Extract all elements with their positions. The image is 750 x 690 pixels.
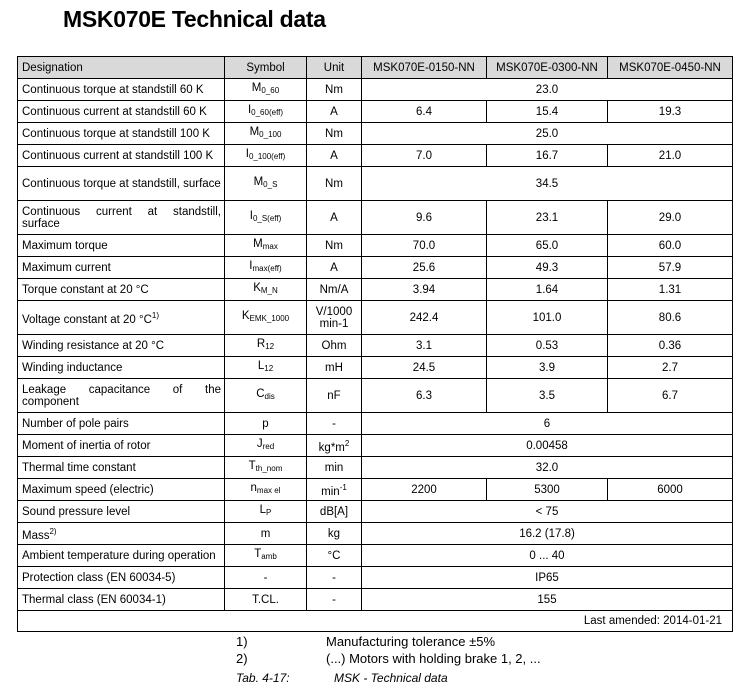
table-body [18, 79, 733, 611]
value-cell: 15.4 [487, 101, 608, 123]
unit-text: Nm/A [319, 283, 349, 296]
table-row [18, 545, 733, 567]
value-cell-merged: < 75 [362, 501, 733, 523]
symbol-cell [225, 567, 307, 589]
designation-cell [18, 79, 225, 101]
unit-cell [307, 523, 362, 545]
value-cell: 0.36 [608, 335, 733, 357]
table-header-row [18, 57, 733, 79]
unit-cell [307, 301, 362, 335]
table-row [18, 235, 733, 257]
unit-cell [307, 413, 362, 435]
symbol-subscript: 0_60 [261, 86, 280, 95]
unit-cell [307, 101, 362, 123]
value-cell: 1.64 [487, 279, 608, 301]
table-row [18, 257, 733, 279]
symbol-subscript: EMK_1000 [249, 314, 290, 323]
designation-cell [18, 457, 225, 479]
value-cell: 60.0 [608, 235, 733, 257]
symbol-cell [225, 235, 307, 257]
value-cell-merged: 34.5 [362, 167, 733, 201]
table-row [18, 279, 733, 301]
value-cell-merged: 0.00458 [362, 435, 733, 457]
designation-cell [18, 523, 225, 545]
designation-cell [18, 589, 225, 611]
value-cell: 80.6 [608, 301, 733, 335]
designation-text: Mass [22, 529, 50, 542]
symbol-subscript: max el [256, 486, 281, 495]
designation-text: Continuous current at standstill 60 K [22, 105, 207, 118]
symbol-subscript: amb [261, 552, 277, 561]
table-row [18, 413, 733, 435]
designation-cell [18, 167, 225, 201]
table-row [18, 457, 733, 479]
value-cell: 9.6 [362, 201, 487, 235]
value-cell: 5300 [487, 479, 608, 501]
designation-footnote-ref: 1) [151, 310, 160, 320]
value-cell: 1.31 [608, 279, 733, 301]
symbol-text: K [253, 282, 261, 294]
unit-cell [307, 167, 362, 201]
designation-text: Thermal time constant [22, 461, 136, 474]
value-cell: 3.1 [362, 335, 487, 357]
unit-cell [307, 567, 362, 589]
symbol-text: M [253, 238, 263, 250]
symbol-subscript: 12 [264, 364, 274, 373]
symbol-text: I [247, 104, 252, 116]
symbol-subscript: 0_100 [259, 130, 282, 139]
table-row [18, 523, 733, 545]
value-cell: 70.0 [362, 235, 487, 257]
table-row [18, 589, 733, 611]
symbol-cell [225, 145, 307, 167]
unit-cell [307, 79, 362, 101]
symbol-cell [225, 201, 307, 235]
unit-cell [307, 379, 362, 413]
designation-text: Maximum current [22, 261, 111, 274]
value-cell: 7.0 [362, 145, 487, 167]
table-row [18, 201, 733, 235]
value-cell: 23.1 [487, 201, 608, 235]
symbol-cell [225, 457, 307, 479]
table-row [18, 335, 733, 357]
value-cell: 6000 [608, 479, 733, 501]
value-cell-merged: 16.2 (17.8) [362, 523, 733, 545]
value-cell: 57.9 [608, 257, 733, 279]
designation-text: Continuous current at standstill, surface [22, 205, 221, 230]
designation-cell [18, 379, 225, 413]
technical-data-table [17, 56, 733, 632]
symbol-text: T [248, 460, 256, 472]
unit-cell [307, 123, 362, 145]
symbol-subscript: red [262, 442, 275, 451]
value-cell-merged: 155 [362, 589, 733, 611]
header-symbol: Symbol [225, 57, 307, 79]
unit-cell [307, 501, 362, 523]
unit-text: min [324, 461, 344, 474]
footnote-number: 2) [236, 651, 248, 666]
value-cell: 21.0 [608, 145, 733, 167]
designation-cell [18, 145, 225, 167]
designation-cell [18, 413, 225, 435]
designation-text: Winding resistance at 20 °C [22, 339, 165, 352]
symbol-text: m [260, 527, 271, 540]
value-cell: 29.0 [608, 201, 733, 235]
unit-text: kg*m [318, 441, 345, 454]
unit-cell [307, 335, 362, 357]
value-cell: 2200 [362, 479, 487, 501]
unit-text: kg [327, 527, 341, 540]
symbol-cell [225, 479, 307, 501]
unit-cell [307, 257, 362, 279]
unit-superscript: -1 [339, 482, 347, 492]
symbol-text: T [254, 548, 262, 560]
unit-text: V/1000 min-1 [315, 305, 353, 330]
symbol-cell [225, 545, 307, 567]
symbol-subscript: 0_60(eff) [251, 108, 284, 117]
designation-text: Continuous torque at standstill, surface [22, 177, 221, 190]
unit-cell [307, 589, 362, 611]
header-unit: Unit [307, 57, 362, 79]
designation-cell [18, 101, 225, 123]
table-row [18, 379, 733, 413]
unit-cell [307, 201, 362, 235]
symbol-cell [225, 357, 307, 379]
table-row [18, 167, 733, 201]
designation-text: Winding inductance [22, 361, 123, 374]
designation-text: Torque constant at 20 °C [22, 283, 149, 296]
designation-cell [18, 501, 225, 523]
designation-cell [18, 435, 225, 457]
symbol-text: L [257, 360, 265, 372]
designation-cell [18, 257, 225, 279]
symbol-subscript: th_nom [255, 464, 283, 473]
value-cell: 16.7 [487, 145, 608, 167]
unit-text: A [330, 149, 338, 162]
symbol-subscript: 0_S [263, 180, 278, 189]
symbol-cell [225, 413, 307, 435]
designation-cell [18, 235, 225, 257]
unit-text: Ohm [321, 339, 347, 352]
designation-text: Continuous current at standstill 100 K [22, 149, 214, 162]
unit-text: Nm [325, 239, 343, 252]
symbol-cell [225, 167, 307, 201]
value-cell: 3.5 [487, 379, 608, 413]
symbol-subscript: P [266, 508, 272, 517]
page-title: MSK070E Technical data [63, 6, 326, 32]
designation-text: Protection class (EN 60034-5) [22, 571, 176, 584]
caption-text: MSK - Technical data [334, 671, 448, 685]
unit-cell [307, 457, 362, 479]
designation-cell [18, 357, 225, 379]
unit-text: Nm [325, 127, 343, 140]
designation-text: Thermal class (EN 60034-1) [22, 593, 166, 606]
symbol-text: R [256, 338, 266, 350]
value-cell: 6.4 [362, 101, 487, 123]
value-cell: 24.5 [362, 357, 487, 379]
symbol-subscript: dis [264, 392, 275, 401]
value-cell: 101.0 [487, 301, 608, 335]
value-cell: 19.3 [608, 101, 733, 123]
designation-text: Maximum torque [22, 239, 108, 252]
symbol-subscript: max [262, 242, 278, 251]
symbol-subscript: M_N [260, 286, 278, 295]
symbol-text: K [241, 310, 250, 322]
value-cell: 3.94 [362, 279, 487, 301]
value-cell: 3.9 [487, 357, 608, 379]
table-row [18, 567, 733, 589]
designation-text: Leakage capacitance of the component [22, 383, 221, 408]
symbol-cell [225, 435, 307, 457]
symbol-cell [225, 257, 307, 279]
table-row [18, 435, 733, 457]
symbol-cell [225, 589, 307, 611]
symbol-text: L [259, 504, 267, 516]
value-cell: 49.3 [487, 257, 608, 279]
header-model-0450: MSK070E-0450-NN [608, 57, 733, 79]
unit-text: A [330, 211, 338, 224]
value-cell-merged: IP65 [362, 567, 733, 589]
unit-cell [307, 357, 362, 379]
value-cell: 0.53 [487, 335, 608, 357]
symbol-subscript: 0_100(eff) [248, 152, 286, 161]
symbol-subscript: max(eff) [252, 264, 282, 273]
symbol-text: M [249, 126, 260, 138]
symbol-cell [225, 79, 307, 101]
designation-text: Maximum speed (electric) [22, 483, 154, 496]
table-row [18, 145, 733, 167]
designation-text: Voltage constant at 20 °C [22, 313, 152, 326]
designation-cell [18, 201, 225, 235]
caption-label: Tab. 4-17: [236, 671, 290, 685]
symbol-subscript: 12 [265, 342, 275, 351]
symbol-text: - [263, 571, 268, 584]
symbol-cell [225, 379, 307, 413]
designation-cell [18, 123, 225, 145]
last-amended: Last amended: 2014-01-21 [18, 611, 733, 632]
symbol-subscript: 0_S(eff) [252, 214, 282, 223]
unit-text: dB[A] [319, 505, 349, 518]
value-cell: 25.6 [362, 257, 487, 279]
unit-text: - [332, 417, 336, 430]
symbol-cell [225, 523, 307, 545]
symbol-text: p [262, 417, 269, 430]
unit-text: mH [325, 361, 343, 374]
table-row [18, 101, 733, 123]
unit-cell [307, 435, 362, 457]
unit-cell [307, 479, 362, 501]
symbol-text: C [256, 388, 265, 400]
footnote-text: (...) Motors with holding brake 1, 2, ... [326, 651, 541, 666]
symbol-text: J [256, 438, 263, 450]
unit-text: - [332, 571, 336, 584]
header-designation: Designation [18, 57, 225, 79]
designation-cell [18, 279, 225, 301]
table-row [18, 479, 733, 501]
designation-text: Number of pole pairs [22, 417, 129, 430]
designation-footnote-ref: 2) [49, 526, 57, 536]
symbol-text: n [250, 482, 257, 494]
table-row [18, 79, 733, 101]
symbol-cell [225, 101, 307, 123]
unit-text: A [330, 261, 338, 274]
designation-text: Moment of inertia of rotor [22, 439, 151, 452]
table-row [18, 357, 733, 379]
unit-text: Nm [325, 177, 343, 190]
value-cell-merged: 25.0 [362, 123, 733, 145]
header-model-0300: MSK070E-0300-NN [487, 57, 608, 79]
designation-cell [18, 301, 225, 335]
designation-text: Ambient temperature during operation [22, 549, 216, 562]
footnote-text: Manufacturing tolerance ±5% [326, 634, 496, 649]
designation-cell [18, 567, 225, 589]
symbol-text: I [245, 148, 249, 160]
unit-text: Nm [325, 83, 343, 96]
table-row [18, 123, 733, 145]
table-row [18, 501, 733, 523]
value-cell-merged: 0 ... 40 [362, 545, 733, 567]
unit-text: nF [327, 389, 341, 402]
symbol-cell [225, 501, 307, 523]
symbol-cell [225, 279, 307, 301]
unit-cell [307, 145, 362, 167]
symbol-text: M [253, 176, 264, 188]
unit-text: °C [327, 549, 341, 562]
symbol-text: T.CL. [252, 593, 279, 606]
value-cell: 65.0 [487, 235, 608, 257]
symbol-cell [225, 335, 307, 357]
symbol-cell [225, 123, 307, 145]
value-cell: 6.7 [608, 379, 733, 413]
value-cell-merged: 23.0 [362, 79, 733, 101]
designation-cell [18, 545, 225, 567]
unit-text: min [321, 485, 340, 498]
table-footer-row [18, 611, 733, 632]
unit-text: A [330, 105, 338, 118]
table-row [18, 301, 733, 335]
symbol-text: M [251, 82, 262, 94]
symbol-text: I [249, 260, 253, 272]
value-cell-merged: 6 [362, 413, 733, 435]
header-model-0150: MSK070E-0150-NN [362, 57, 487, 79]
unit-cell [307, 279, 362, 301]
unit-cell [307, 235, 362, 257]
value-cell: 6.3 [362, 379, 487, 413]
value-cell: 2.7 [608, 357, 733, 379]
designation-text: Sound pressure level [22, 505, 131, 518]
symbol-text: I [249, 210, 253, 222]
designation-cell [18, 335, 225, 357]
footnote-number: 1) [236, 634, 248, 649]
symbol-cell [225, 301, 307, 335]
unit-text: - [332, 593, 336, 606]
designation-text: Continuous torque at standstill 100 K [22, 127, 210, 140]
unit-cell [307, 545, 362, 567]
unit-superscript: 2 [344, 438, 350, 448]
designation-cell [18, 479, 225, 501]
value-cell-merged: 32.0 [362, 457, 733, 479]
designation-text: Continuous torque at standstill 60 K [22, 83, 204, 96]
value-cell: 242.4 [362, 301, 487, 335]
